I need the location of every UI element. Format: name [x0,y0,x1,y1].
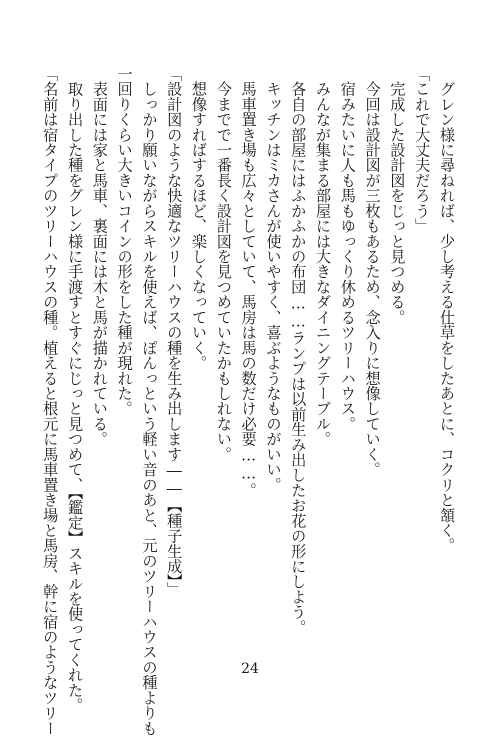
text-line: みんなが集まる部屋には大きなダイニングテーブル。 [314,66,333,447]
text-line: 「設計図のような快適なツリーハウスの種を生み出します――【種子生成】」 [165,66,184,597]
text-line: 取り出した種をグレン様に手渡すとすぐにじっと見つめて、【鑑定】スキルを使ってくれた。 [66,66,85,713]
text-line: 完成した設計図をじっと見つめる。 [388,66,407,325]
text-line: 今までで一番長く設計図を見つめていたかもしれない。 [214,66,233,462]
text-line: 宿みたいに人も馬もゆっくり休めるツリーハウス。 [338,66,357,432]
text-line: 今回は設計図が三枚もあるため、念入りに想像していく。 [363,66,382,477]
page-number: 24 [241,661,259,677]
text-line: 表面には家と馬車、裏面には木と馬が描かれている。 [90,66,109,447]
text-line: 馬車置き場も広々としていて、馬房は馬の数だけ必要……。 [239,66,258,498]
text-line: 各自の部屋にはふかふかの布団……ランプは以前生み出したお花の形にしよう。 [289,66,308,635]
text-line: 一回りくらい大きいコインの形をした種が現れた。 [115,66,134,417]
text-line: しっかり願いながらスキルを使えば、ぽんっという軽い音のあと、元のツリーハウスの種よりも [140,66,159,736]
text-line: キッチンはミカさんが使いやすく、喜ぶようなものがいい。 [264,66,283,493]
text-line: グレン様に尋ねれば、少し考える仕草をしたあとに、コクリと頷く。 [438,66,456,554]
text-line: 想像すればするほど、楽しくなっていく。 [190,66,209,371]
text-line: 「これで大丈夫だろう」 [413,66,432,234]
text-line: 「名前は宿タイプのツリーハウスの種。植えると根元に馬車置き場と馬房、幹に宿のようなツリー [41,66,60,736]
